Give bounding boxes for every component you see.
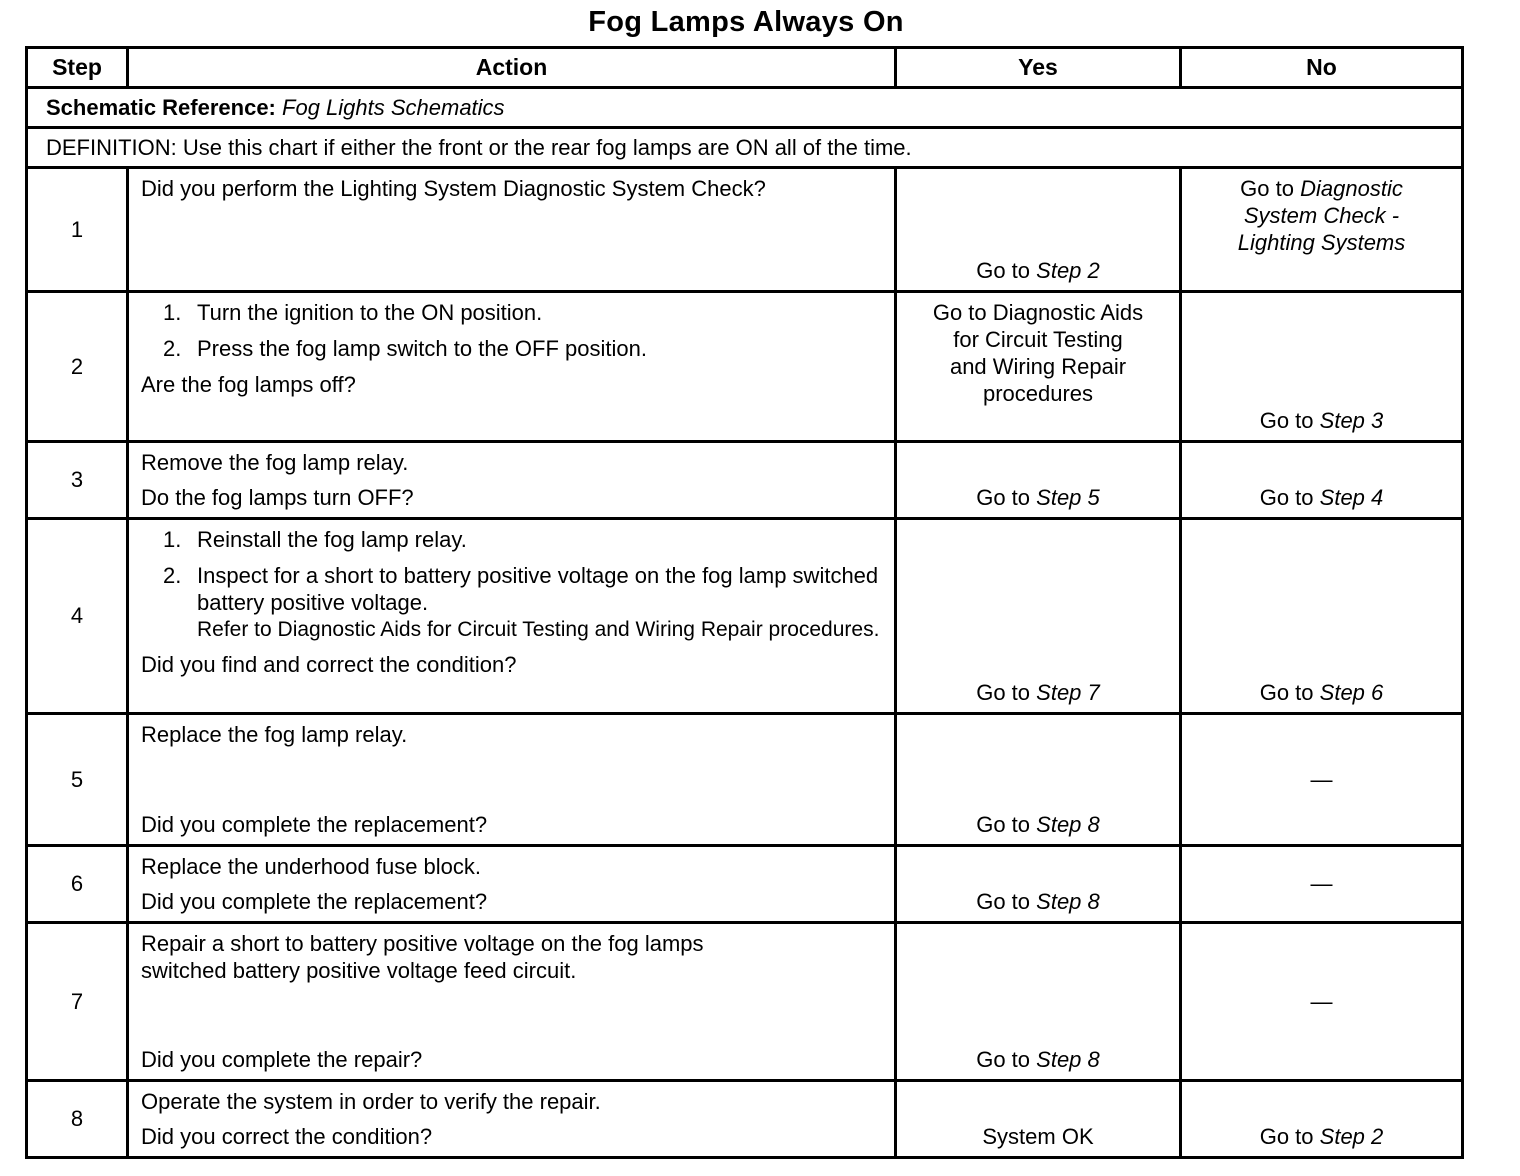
- yes-cell: [896, 1081, 1181, 1158]
- yes-cell: [896, 519, 1181, 714]
- numbered-item: 2. Press the fog lamp switch to the OFF position.: [163, 336, 647, 361]
- no-dash: —: [1310, 871, 1333, 896]
- no-target-line: System Check -: [1243, 203, 1400, 228]
- question-text: Are the fog lamps off?: [141, 372, 356, 397]
- table-row: [27, 292, 1463, 442]
- definition-text: DEFINITION: Use this chart if either the front or the rear fog lamps are ON all of the time.: [27, 128, 1463, 168]
- table-row: [27, 714, 1463, 846]
- yes-link[interactable]: [897, 258, 1179, 284]
- no-link[interactable]: Go to Step 3: [1259, 408, 1384, 433]
- header-step: Step: [27, 48, 128, 88]
- no-cell: [1181, 168, 1463, 292]
- no-target-line: Diagnostic: [1300, 176, 1403, 201]
- no-prefix: Go to: [1240, 176, 1294, 201]
- question-text: Did you complete the repair?: [141, 1047, 423, 1072]
- action-cell: [128, 442, 896, 519]
- no-cell: [1181, 714, 1463, 846]
- action-cell: [128, 519, 896, 714]
- action-text: Remove the fog lamp relay.: [141, 450, 409, 475]
- yes-link[interactable]: Go to Step 8: [976, 1047, 1100, 1072]
- schematic-link[interactable]: Fog Lights Schematics: [282, 94, 505, 120]
- no-link[interactable]: Go to Step 4: [1259, 485, 1384, 510]
- no-cell: [1181, 292, 1463, 442]
- action-text: Repair a short to battery positive voltage on the fog lamps: [141, 931, 704, 956]
- table-row: [27, 442, 1463, 519]
- schematic-label: Schematic Reference:: [46, 94, 276, 120]
- header-yes: Yes: [896, 48, 1181, 88]
- no-dash: —: [1310, 988, 1333, 1014]
- header-no: No: [1181, 48, 1463, 88]
- question-text: Did you complete the replacement?: [141, 812, 488, 837]
- step-number: 1: [27, 168, 128, 292]
- no-link[interactable]: Go to Step 6: [1259, 680, 1384, 705]
- numbered-item: 1. Turn the ignition to the ON position.: [163, 300, 543, 325]
- step-number: 4: [27, 519, 128, 714]
- step-number: 5: [27, 714, 128, 846]
- yes-prefix: Go to: [976, 258, 1031, 283]
- yes-cell: [896, 923, 1181, 1081]
- action-text: switched battery positive voltage feed circuit.: [141, 958, 577, 983]
- yes-cell: [896, 846, 1181, 923]
- yes-cell: [896, 292, 1181, 442]
- header-action: Action: [128, 48, 896, 88]
- yes-target: Step 2: [1036, 258, 1100, 283]
- action-text: Replace the underhood fuse block.: [141, 854, 482, 879]
- no-link[interactable]: Go to Step 2: [1259, 1124, 1384, 1149]
- action-cell: [128, 292, 896, 442]
- no-cell: [1181, 923, 1463, 1081]
- table-row: [27, 168, 1463, 292]
- schematic-reference: [27, 88, 1463, 128]
- action-text: Did you perform the Lighting System Diagnostic System Check?: [141, 176, 766, 201]
- yes-link[interactable]: Go to Step 5: [976, 485, 1100, 510]
- yes-result: System OK: [982, 1124, 1094, 1149]
- page-title: Fog Lamps Always On: [588, 6, 904, 38]
- table-row: [27, 923, 1463, 1081]
- action-cell: [128, 846, 896, 923]
- yes-link[interactable]: Go to Step 8: [976, 889, 1100, 914]
- action-cell: [128, 1081, 896, 1158]
- schematic-row: [27, 88, 1463, 128]
- diagnostic-table: [25, 46, 1464, 1159]
- action-text: Operate the system in order to verify the repair.: [141, 1089, 601, 1114]
- question-text: Do the fog lamps turn OFF?: [141, 485, 414, 510]
- question-text: Did you complete the replacement?: [141, 889, 488, 914]
- yes-link[interactable]: Go to Step 7: [976, 680, 1100, 705]
- step-number: 2: [27, 292, 128, 442]
- no-cell: [1181, 519, 1463, 714]
- action-text: Replace the fog lamp relay.: [141, 722, 408, 747]
- step-number: 6: [27, 846, 128, 923]
- no-cell: [1181, 846, 1463, 923]
- action-cell: [128, 714, 896, 846]
- no-link[interactable]: [1182, 169, 1461, 256]
- yes-cell: [896, 442, 1181, 519]
- item-note: Refer to Diagnostic Aids for Circuit Testing and Wiring Repair procedures.: [197, 618, 880, 641]
- table-row: [27, 519, 1463, 714]
- numbered-item: 1. Reinstall the fog lamp relay.: [163, 527, 467, 552]
- header-row: [27, 48, 1463, 88]
- table-row: [27, 1081, 1463, 1158]
- no-dash: —: [1310, 766, 1333, 792]
- no-cell: [1181, 1081, 1463, 1158]
- no-target-line: Lighting Systems: [1237, 230, 1406, 255]
- step-number: 8: [27, 1081, 128, 1158]
- table-row: [27, 846, 1463, 923]
- yes-link[interactable]: Go to Step 8: [976, 812, 1100, 837]
- numbered-item: 2. Inspect for a short to battery positive voltage on the fog lamp switched battery positive voltage.: [163, 563, 879, 615]
- no-cell: [1181, 442, 1463, 519]
- question-text: Did you find and correct the condition?: [141, 652, 517, 677]
- yes-cell: [896, 168, 1181, 292]
- step-number: 7: [27, 923, 128, 1081]
- action-cell: [128, 923, 896, 1081]
- yes-link[interactable]: Go to Diagnostic Aids for Circuit Testing and Wiring Repair procedures: [932, 300, 1144, 406]
- yes-cell: [896, 714, 1181, 846]
- step-number: 3: [27, 442, 128, 519]
- action-cell: [128, 168, 896, 292]
- question-text: Did you correct the condition?: [141, 1124, 433, 1149]
- definition-row: [27, 128, 1463, 168]
